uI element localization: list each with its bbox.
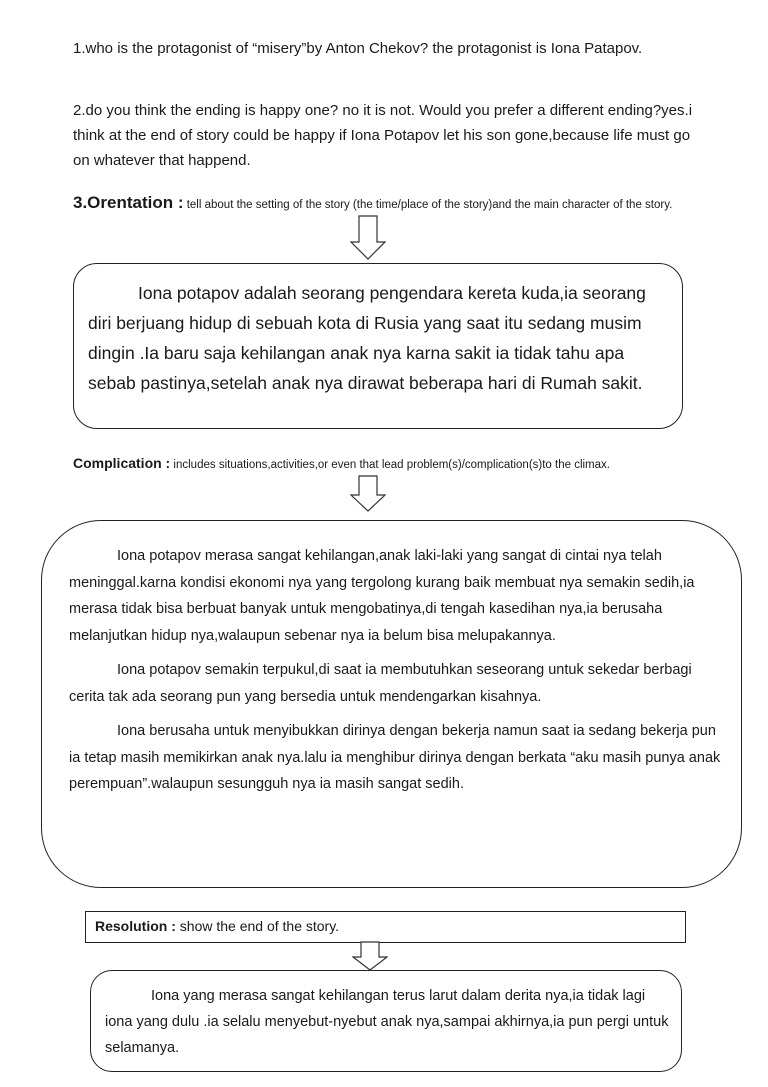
resolution-heading-box (85, 911, 686, 943)
resolution-box (90, 970, 682, 1072)
resolution-description: show the end of the story. (175, 918, 340, 934)
down-arrow-icon (350, 475, 386, 513)
resolution-heading: Resolution : (95, 918, 176, 934)
down-arrow-icon (350, 215, 386, 261)
complication-heading-line (73, 451, 693, 477)
complication-paragraph: Iona potapov semakin terpukul,di saat ia membutuhkan seseorang untuk sekedar berbagi cerita tak ada seorang pun yang bersedia untuk mendengarkan kisahnya. (69, 662, 692, 705)
orientation-heading-line (73, 191, 693, 217)
resolution-text: Iona yang merasa sangat kehilangan terus larut dalam derita nya,ia tidak lagi iona yang dulu .ia selalu menyebut-nyebut anak nya,sampai akhirnya,ia pun pergi untuk selamanya. (105, 988, 669, 1056)
orientation-text: Iona potapov adalah seorang pengendara kereta kuda,ia seorang diri berjuang hidup di sebuah kota di Rusia yang saat itu sedang musim dingin .Ia baru saja kehilangan anak nya karna sakit ia tidak tahu apa sebab pastinya,setelah anak nya dirawat beberapa hari di Rumah sakit. (88, 283, 646, 393)
complication-paragraph: Iona potapov merasa sangat kehilangan,anak laki-laki yang sangat di cintai nya telah meninggal.karna kondisi ekonomi nya yang tergolong kurang baik membuat nya semakin sedih,ia merasa tidak bisa berbuat banyak untuk mengobatinya,di tengah kasedihan nya,ia berusaha melanjutkan hidup nya,walaupun sebenar nya ia belum bisa melupakannya. (69, 548, 695, 644)
question-2: 2.do you think the ending is happy one? no it is not. Would you prefer a different ending?yes.i think at the end of story could be happy if Iona Potapov let his son gone,because life must go on whatever that happend. (73, 102, 693, 169)
orientation-box (73, 263, 683, 429)
orientation-heading: 3.Orentation : (73, 193, 184, 212)
complication-box (41, 520, 742, 888)
orientation-description: tell about the setting of the story (the time/place of the story)and the main character of the story. (183, 199, 673, 211)
complication-heading: Complication : (73, 455, 171, 471)
question-1: 1.who is the protagonist of “misery”by Anton Chekov? the protagonist is Iona Patapov. (73, 40, 643, 57)
down-arrow-icon (352, 941, 388, 971)
complication-description: includes situations,activities,or even that lead problem(s)/complication(s)to the climax. (170, 459, 610, 471)
complication-paragraph: Iona berusaha untuk menyibukkan dirinya dengan bekerja namun saat ia sedang bekerja pun ia tetap masih memikirkan anak nya.lalu ia menghibur dirinya dengan berkata “aku masih punya anak perempuan”.walaupun sesungguh nya ia masih sangat sedih. (69, 723, 721, 792)
